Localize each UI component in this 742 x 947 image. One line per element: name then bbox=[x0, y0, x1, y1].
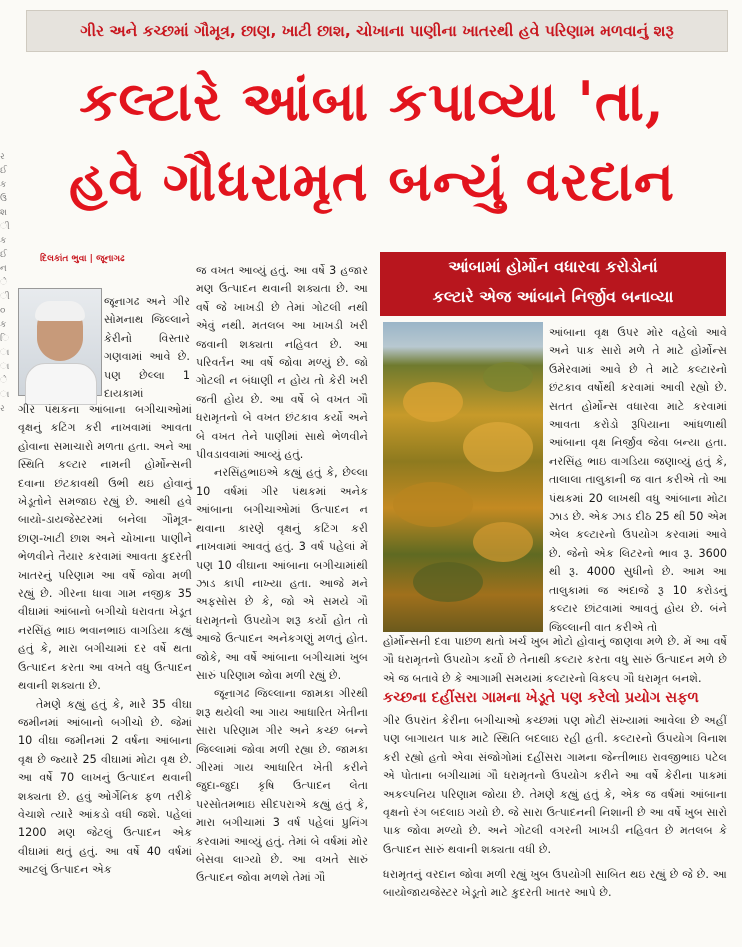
kutch-section-heading: કચ્છના દહીંસરા ગામના ખેડૂતે પણ કરેલો પ્રયોગ સફળ bbox=[383, 690, 699, 706]
cropped-edge-text: ર ઈ ક ઉ શ ી ક ઈ ન ે ી ૦ ક િ ા ા ે ા ર bbox=[0, 152, 10, 414]
article-paragraph: આંબાના વૃક્ષ ઉપર મોર વહેલો આવે અને પાક સારો મળે તે માટે હોર્મોન્સ ઉમેરવામાં આવે છે તે માટે કલ્ટારનો છંટકાવ વર્ષોથી કરવામાં આવી રહ્યો છે. સતત હોર્મોન્સ વધારવા માટે કરવામાં આવતા કરોડો રૂપિયાના આંધળાથી આંબાના વૃક્ષ નિર્જીવ જેવા બન્યા હતા. નરસિંહ ભાઇ વાગડિયા જણાવ્યું હતું કે, તાલાલા તાલુકાની જ વાત કરીએ તો આ પંથકમાં 20 લાખથી વધુ આંબાના મોટા ઝાડ છે. એક ઝાડ દીઠ 25 થી 50 એમ એલ કલ્ટારનો ઉપયોગ કરવામાં આવે છે. જેનો એક લિટરનો ભાવ રૂ. 3600 થી રૂ. 4000 સુધીનો છે. આમ આ તાલુકામાં જ અંદાજે રૂ 10 કરોડનું કલ્ટાર છાંટવામાં આવતું હોય છે. બંને જિલ્લાની વાત કરીએ તો bbox=[549, 326, 727, 634]
article-paragraph: જ વખત આવ્યું હતું. આ વર્ષે 3 હજાર મણ ઉત્પાદન થવાની શક્યતા છે. આ વર્ષે જે ખાખડી છે તેમાં ગોટલી નથી એવું નથી. મતલબ આ ખાખડી ખરી જવાની શક્યતા નહિવત છે. આ પરિવર્તન આ વર્ષે જોવા મળ્યું છે. જો ગોટલી ન બંધાણી ન હોય તો કેરી ખરી જતી હોય છે. આ વર્ષે બે વખત ગૌ ધરામૃતનો બે વખત છંટકાવ કર્યો અને બે વખત તેને પાણીમાં સાથે ભેળવીને પીવડાવવામાં આવ્યું હતું. bbox=[196, 264, 368, 462]
headline-line-1: કલ્ટારે આંબા કપાવ્યા 'તા, bbox=[79, 69, 665, 133]
headline-line-2: હવે ગૌધરામૃત બન્યું વરદાન bbox=[68, 149, 676, 213]
article-paragraph: નરસિંહભાઇએ કહ્યું હતું કે, છેલ્લા 10 વર્ષમાં ગીર પંથકમાં અનેક આંબાના બગીચાઓમાં ઉત્પાદન ન થવાના કારણે વૃક્ષનું કટિંગ કરી નાખવામાં આવતું હતું. 3 વર્ષ પહેલાં મેં પણ 10 વીઘાના આંબાના બગીચામાંથી ઝાડ કાપી નાખ્યા હતા. આજે મને અફસોસ છે કે, જો એ સમયે ગૌ ધરામૃતનો ઉપયોગ શરૂ કર્યો હોત તો આજે ઉત્પાદન અનેકગણું મળતું હોત. જોકે, આ વર્ષે આંબાના બગીચામાં ખુબ સારું પરિણામ જોવા મળી રહ્યું છે. bbox=[196, 466, 368, 682]
subheading-box bbox=[380, 252, 726, 316]
farmer-photo bbox=[18, 288, 102, 396]
article-paragraph: હોર્મોન્સની દવા પાછળ થતો ખર્ચ ખુબ મોટો હોવાનું જાણવા મળે છે. મેં આ વર્ષે ગૌ ધરામૃતનો ઉપયોગ કર્યો છે તેનાથી કલ્ટાર કરતા વધુ સારું ઉત્પાદન મળે છે એ જ બતાવે છે કે આગામી સમયમાં કલ્ટારનો વિકલ્પ ગૌ ધરામૃત બનશે. bbox=[383, 635, 727, 685]
kutch-section-tail bbox=[383, 866, 727, 903]
article-paragraph: જૂનાગઢ જિલ્લાના જામકા ગીરથી શરૂ થયેલી આ ગાય આધારિત ખેતીના સારા પરિણામ ગીર અને કચ્છ બન્ને જિલ્લામાં જોવા મળી રહ્યા છે. જામકા ગીરમાં ગાય આધારિત ખેતી કરીને જુદા-જુદા કૃષિ ઉત્પાદન લેતા પરસોતમભાઇ સીદપરાએ કહ્યું હતું કે, મારા બગીચામાં 3 વર્ષ પહેલાં પ્રુનિંગ કરવામાં આવ્યું હતું. તેમાં બે વર્ષમાં મોર બેસવા લાગ્યો છે. આ વખતે સારું ઉત્પાદન જોવા મળશે તેમાં ગૌ bbox=[196, 687, 368, 885]
photo-hair bbox=[35, 301, 85, 321]
top-banner bbox=[26, 10, 728, 52]
article-column-2 bbox=[196, 262, 368, 888]
subheading-line-1: આંબામાં હોર્મોન વધારવા કરોડોનાં bbox=[448, 257, 658, 276]
top-banner-text: ગીર અને કચ્છમાં ગૌમૂત્ર, છાણ, ખાટી છાશ, ચોખાના પાણીના ખાતરથી હવે પરિણામ મળવાનું શરૂ bbox=[80, 21, 674, 40]
article-paragraph: જૂનાગઢ અને ગીર સોમનાથ જિલ્લાને કેરીનો વિસ્તાર ગણવામાં આવે છે. પણ છેલ્લા 1 દાયકામાં bbox=[104, 295, 190, 401]
article-column-1-intro bbox=[104, 293, 190, 403]
kutch-section-body bbox=[383, 712, 727, 859]
subheading-line-2: કલ્ટારે એજ આંબાને નિર્જીવ બનાવ્યા bbox=[432, 287, 674, 306]
article-column-3-continued bbox=[383, 633, 727, 688]
photo-shirt bbox=[25, 363, 97, 405]
article-paragraph: ધરામૃતનું વરદાન જોવા મળી રહ્યું ખુબ ઉપયોગી સાબિત થઇ રહ્યું છે જે છે. આ બાયોજાયજેસ્ટર ખેડૂતો માટે કુદરતી ખાતર આપે છે. bbox=[383, 868, 727, 900]
article-paragraph: ગીર ઉપરાંત કેરીના બગીચાઓ કચ્છમાં પણ મોટી સંખ્યામાં આવેલા છે અહીં પણ બાગાયત પાક માટે સ્થિતિ બદલાઇ રહી હતી. કલ્ટારનો ઉપયોગ વિનાશ કરી રહ્યો હતો એવા સંજોગોમાં દહીંસરા ગામના જેન્તીભાઇ રાવજીભાઇ પટેલ એ પોતાના બગીચામાં ગૌ ધરામૃતનો ઉપયોગ કરીને આ વર્ષે કેરીના પાકમાં અકલ્પનિય પરિણામ જોયા છે. તેમણે કહ્યું હતું કે, એક જ વર્ષમાં આંબાના વૃક્ષનો રંગ બદલાઇ ગયો છે. જે સારા ઉત્પાદનની નિશાની છે આ વર્ષે ખુબ સારો પાક જોવા મળ્યો છે. અને ગોટલી વગરની ખાખડી નહિવત છે મતલબ કે ઉત્પાદન સારું થવાની શક્યતા વધી છે. bbox=[383, 714, 727, 856]
article-column-1 bbox=[18, 401, 192, 880]
article-column-3-top bbox=[549, 324, 727, 637]
mango-tree-photo bbox=[383, 322, 543, 632]
article-paragraph: ગીર પંથકના આંબાના બગીચાઓમાં વૃક્ષનું કટિંગ કરી નાખવામાં આવતા હોવાના સમાચારો મળતા હતા. અને આ સ્થિતિ કલ્ટાર નામની હોર્મોન્સની દવાના છંટકાવથી ઉભી થઇ હોવાનું ખેડૂતોને સમજાઇ રહ્યું છે. આથી હવે બાયો-ડાયજેસ્ટરમાં બનેલા ગૌમૂત્ર-છાણ-ખાટી છાશ અને ચોખાના પાણીને ભેળવીને તૈયાર કરવામાં આવતા કુદરતી ખાતરનું પરિણામ આ વર્ષે જોવા મળી રહ્યું છે. ગીરના ધાવા ગામ નજીક 35 વીઘામાં આંબાનો બગીચો ધરાવતા ખેડૂત નરસિંહ ભાઇ ભવાનભાઇ વાગડિયા કહ્યું હતું કે, મારા બગીચામાં દર વર્ષે થતા ઉત્પાદન કરતા આ વખતે વધુ ઉત્પાદન થવાની શક્યતા છે. bbox=[18, 403, 192, 693]
article-paragraph: તેમણે કહ્યું હતું કે, મારે 35 વીઘા જમીનમાં આંબાનો બગીચો છે. જેમાં 10 વીઘા જમીનમાં 2 વર્ષના આંબાના વૃક્ષ છે જ્યારે 25 વીઘામાં મોટા વૃક્ષ છે. આ વર્ષે 70 લાખનું ઉત્પાદન થવાની શક્યતા છે. હવું ઓર્ગેનિક ફળ તરીકે વેચાશે ત્યારે આંકડો વધી જશે. પહેલાં 1200 મણ જેટલું ઉત્પાદન એક વીઘામાં થતું હતું. આ વર્ષે 40 વર્ષમાં આટલું ઉત્પાદન એક bbox=[18, 697, 192, 877]
byline: દિલકાંત ભુવા | જૂનાગઢ bbox=[40, 254, 125, 264]
